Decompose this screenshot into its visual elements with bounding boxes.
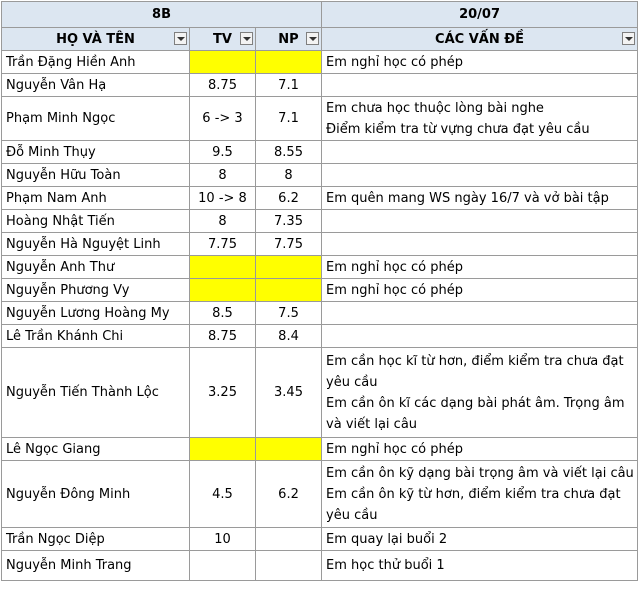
tv-score-cell[interactable]: 10 -> 8 xyxy=(190,187,256,210)
column-header-np xyxy=(256,28,322,51)
issue-line: yêu cầu xyxy=(326,507,378,523)
issue-line: và viết lại câu xyxy=(326,416,418,432)
student-name-cell[interactable]: Trần Ngọc Diệp xyxy=(2,528,190,551)
issues-cell[interactable] xyxy=(322,528,638,551)
student-name-cell[interactable]: Lê Ngọc Giang xyxy=(2,438,190,461)
issues-cell[interactable] xyxy=(322,141,638,164)
tv-score-cell[interactable]: 8.5 xyxy=(190,302,256,325)
table-row xyxy=(2,187,638,210)
np-score-cell[interactable] xyxy=(256,279,322,302)
filter-dropdown-icon[interactable] xyxy=(174,32,187,45)
tv-score-cell[interactable]: 8.75 xyxy=(190,325,256,348)
tv-score-cell[interactable] xyxy=(190,51,256,74)
issues-cell[interactable] xyxy=(322,438,638,461)
np-score-cell[interactable] xyxy=(256,551,322,581)
np-score-cell[interactable]: 7.5 xyxy=(256,302,322,325)
np-score-cell[interactable]: 8.55 xyxy=(256,141,322,164)
student-name-cell[interactable]: Hoàng Nhật Tiến xyxy=(2,210,190,233)
issue-line: Em cần học kĩ từ hơn, điểm kiểm tra chưa đạt xyxy=(326,353,624,369)
np-score-cell[interactable]: 7.75 xyxy=(256,233,322,256)
column-header-tv-label: TV xyxy=(213,31,232,47)
issue-line: Em nghỉ học có phép xyxy=(326,282,463,298)
issue-line: Em cần ôn kỹ từ hơn, điểm kiểm tra chưa đạt xyxy=(326,486,621,502)
table-row xyxy=(2,51,638,74)
issues-cell[interactable] xyxy=(322,187,638,210)
tv-score-cell[interactable]: 3.25 xyxy=(190,348,256,438)
class-label: 8B xyxy=(2,2,322,28)
tv-score-cell[interactable] xyxy=(190,438,256,461)
tv-score-cell[interactable]: 7.75 xyxy=(190,233,256,256)
np-score-cell[interactable]: 6.2 xyxy=(256,461,322,528)
issues-cell[interactable] xyxy=(322,325,638,348)
filter-dropdown-icon[interactable] xyxy=(306,32,319,45)
date-label: 20/07 xyxy=(322,2,638,28)
table-row xyxy=(2,141,638,164)
tv-score-cell[interactable]: 8.75 xyxy=(190,74,256,97)
student-name-cell[interactable]: Lê Trần Khánh Chi xyxy=(2,325,190,348)
student-name-cell[interactable]: Nguyễn Minh Trang xyxy=(2,551,190,581)
column-header-name-label: HỌ VÀ TÊN xyxy=(56,31,135,47)
tv-score-cell[interactable]: 8 xyxy=(190,210,256,233)
tv-score-cell[interactable]: 9.5 xyxy=(190,141,256,164)
student-name-cell[interactable]: Trần Đặng Hiền Anh xyxy=(2,51,190,74)
table-row xyxy=(2,461,638,528)
student-name-cell[interactable]: Nguyễn Tiến Thành Lộc xyxy=(2,348,190,438)
column-header-name xyxy=(2,28,190,51)
issues-cell[interactable] xyxy=(322,233,638,256)
np-score-cell[interactable]: 8.4 xyxy=(256,325,322,348)
student-name-cell[interactable]: Nguyễn Hữu Toàn xyxy=(2,164,190,187)
np-score-cell[interactable] xyxy=(256,528,322,551)
table-row xyxy=(2,210,638,233)
student-name-cell[interactable]: Phạm Minh Ngọc xyxy=(2,97,190,141)
issue-line: Em nghỉ học có phép xyxy=(326,259,463,275)
tv-score-cell[interactable]: 6 -> 3 xyxy=(190,97,256,141)
table-row xyxy=(2,302,638,325)
np-score-cell[interactable]: 7.1 xyxy=(256,74,322,97)
issues-cell[interactable] xyxy=(322,461,638,528)
issue-line: Em cần ôn kĩ các dạng bài phát âm. Trọng âm xyxy=(326,395,625,411)
student-name-cell[interactable]: Nguyễn Phương Vy xyxy=(2,279,190,302)
tv-score-cell[interactable]: 10 xyxy=(190,528,256,551)
issues-cell[interactable] xyxy=(322,551,638,581)
np-score-cell[interactable]: 7.1 xyxy=(256,97,322,141)
table-row xyxy=(2,438,638,461)
issues-cell[interactable] xyxy=(322,210,638,233)
issue-line: Em học thử buổi 1 xyxy=(326,558,445,573)
issues-cell[interactable] xyxy=(322,74,638,97)
issue-line: Em nghỉ học có phép xyxy=(326,441,463,457)
table-row xyxy=(2,279,638,302)
column-header-np-label: NP xyxy=(278,31,299,47)
tv-score-cell[interactable] xyxy=(190,256,256,279)
np-score-cell[interactable] xyxy=(256,51,322,74)
student-issues-table xyxy=(1,1,638,581)
np-score-cell[interactable]: 7.35 xyxy=(256,210,322,233)
table-row xyxy=(2,528,638,551)
table-row xyxy=(2,74,638,97)
issues-cell[interactable] xyxy=(322,348,638,438)
filter-dropdown-icon[interactable] xyxy=(240,32,253,45)
tv-score-cell[interactable] xyxy=(190,551,256,581)
column-header-tv xyxy=(190,28,256,51)
issue-line: Em quên mang WS ngày 16/7 và vở bài tập xyxy=(326,190,609,206)
table-row xyxy=(2,164,638,187)
student-name-cell[interactable]: Đỗ Minh Thụy xyxy=(2,141,190,164)
issues-cell[interactable] xyxy=(322,164,638,187)
issue-line: Em nghỉ học có phép xyxy=(326,54,463,70)
table-row xyxy=(2,233,638,256)
np-score-cell[interactable] xyxy=(256,438,322,461)
table-row xyxy=(2,256,638,279)
table-body xyxy=(2,51,638,581)
np-score-cell[interactable]: 3.45 xyxy=(256,348,322,438)
tv-score-cell[interactable] xyxy=(190,279,256,302)
table-row xyxy=(2,97,638,141)
np-score-cell[interactable]: 8 xyxy=(256,164,322,187)
table-row xyxy=(2,551,638,581)
tv-score-cell[interactable]: 8 xyxy=(190,164,256,187)
student-name-cell[interactable]: Nguyễn Lương Hoàng My xyxy=(2,302,190,325)
title-row xyxy=(2,2,638,28)
column-header-issues-label: CÁC VẤN ĐỀ xyxy=(435,31,525,47)
tv-score-cell[interactable]: 4.5 xyxy=(190,461,256,528)
student-name-cell[interactable]: Nguyễn Vân Hạ xyxy=(2,74,190,97)
np-score-cell[interactable] xyxy=(256,256,322,279)
student-name-cell[interactable]: Phạm Nam Anh xyxy=(2,187,190,210)
issues-cell[interactable] xyxy=(322,302,638,325)
issues-cell[interactable] xyxy=(322,97,638,141)
issues-cell[interactable] xyxy=(322,51,638,74)
student-name-cell[interactable]: Nguyễn Đông Minh xyxy=(2,461,190,528)
issue-line: Em quay lại buổi 2 xyxy=(326,531,448,547)
np-score-cell[interactable]: 6.2 xyxy=(256,187,322,210)
issues-cell[interactable] xyxy=(322,279,638,302)
student-name-cell[interactable]: Nguyễn Hà Nguyệt Linh xyxy=(2,233,190,256)
issue-line: Điểm kiểm tra từ vựng chưa đạt yêu cầu xyxy=(326,121,590,137)
table-row xyxy=(2,325,638,348)
column-header-issues xyxy=(322,28,638,51)
issue-line: Em cần ôn kỹ dạng bài trọng âm và viết lại câu xyxy=(326,465,634,481)
issues-cell[interactable] xyxy=(322,256,638,279)
filter-dropdown-icon[interactable] xyxy=(622,32,635,45)
table-row xyxy=(2,348,638,438)
issue-line: yêu cầu xyxy=(326,374,378,390)
issue-line: Em chưa học thuộc lòng bài nghe xyxy=(326,100,544,116)
column-header-row xyxy=(2,28,638,51)
student-name-cell[interactable]: Nguyễn Anh Thư xyxy=(2,256,190,279)
